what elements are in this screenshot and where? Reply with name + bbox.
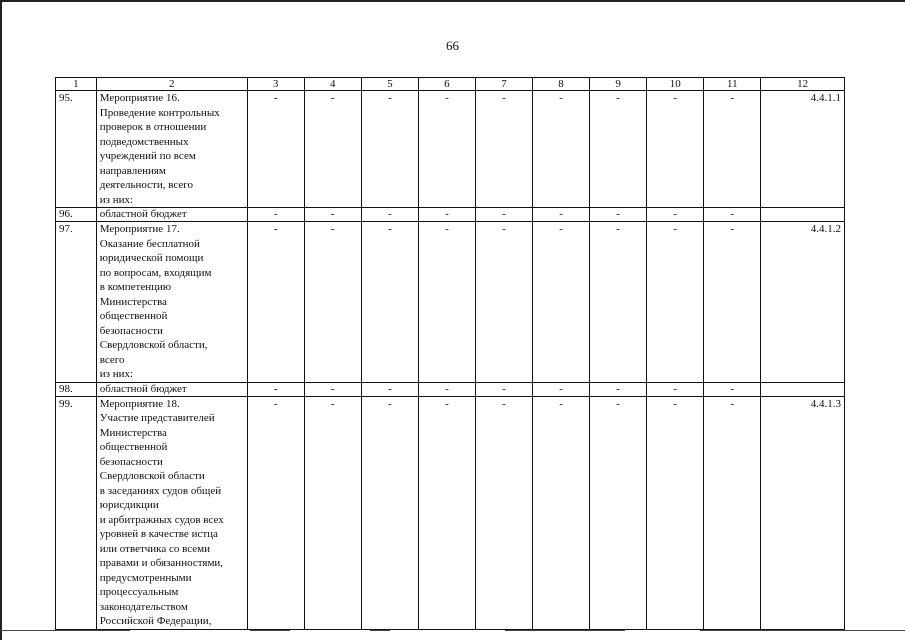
value-cell: -	[361, 222, 418, 383]
scan-left-edge	[0, 0, 2, 640]
row-name-line: безопасности	[99, 455, 163, 468]
row-name-line: процессуальным	[99, 586, 179, 598]
row-name-line: законодательством	[99, 600, 188, 613]
row-name-line: областной бюджет	[99, 382, 187, 395]
row-number: 96.	[56, 208, 97, 222]
target-code: 4.4.1.1	[761, 91, 845, 208]
value-cell: -	[533, 396, 590, 629]
value-cell: -	[361, 91, 418, 208]
value-cell: -	[590, 396, 647, 629]
value-cell: -	[247, 396, 304, 629]
scan-bottom-marks	[0, 630, 905, 632]
row-number: 98.	[56, 382, 97, 396]
target-code	[761, 208, 845, 222]
header-cell: 11	[704, 78, 761, 91]
table-row	[56, 222, 845, 383]
value-cell: -	[647, 382, 704, 396]
table-row	[56, 208, 845, 222]
row-name-line: юридической помощи	[99, 252, 204, 264]
header-cell: 7	[475, 78, 532, 91]
row-name-line: общественной	[99, 310, 168, 322]
row-name-line: и арбитражных судов всех	[99, 513, 224, 526]
value-cell: -	[475, 222, 532, 383]
value-cell: -	[590, 208, 647, 222]
header-cell: 2	[96, 78, 247, 91]
value-cell: -	[247, 91, 304, 208]
value-cell: -	[361, 382, 418, 396]
row-name-line: в заседаниях судов общей	[99, 484, 222, 497]
row-name-line: общественной	[99, 441, 168, 453]
header-cell: 6	[418, 78, 475, 91]
header-cell: 10	[647, 78, 704, 91]
value-cell: -	[647, 208, 704, 222]
value-cell: -	[647, 91, 704, 208]
value-cell: -	[304, 208, 361, 222]
row-number: 99.	[56, 396, 97, 629]
row-name-line: безопасности	[99, 324, 163, 337]
header-cell: 12	[761, 78, 845, 91]
row-name-line: деятельности, всего	[99, 179, 194, 191]
value-cell: -	[418, 382, 475, 396]
target-code: 4.4.1.2	[761, 222, 845, 383]
row-name-line: Свердловской области,	[99, 339, 208, 351]
value-cell: -	[247, 382, 304, 396]
row-name-line: в компетенцию	[99, 281, 172, 293]
header-row	[56, 78, 845, 91]
row-name-line: Российской Федерации,	[99, 615, 212, 627]
value-cell: -	[475, 208, 532, 222]
row-name-line: подведомственных	[99, 135, 189, 148]
table-row	[56, 396, 845, 629]
header-cell: 3	[247, 78, 304, 91]
page-number: 66	[446, 38, 459, 53]
value-cell: -	[590, 222, 647, 383]
row-number: 97.	[56, 222, 97, 383]
header-cell: 5	[361, 78, 418, 91]
value-cell: -	[704, 222, 761, 383]
value-cell: -	[418, 222, 475, 383]
value-cell: -	[418, 91, 475, 208]
value-cell: -	[475, 396, 532, 629]
row-name	[96, 222, 247, 383]
row-name-line: Участие представителей	[99, 412, 215, 424]
row-name-line: Мероприятие 17.	[99, 223, 180, 235]
value-cell: -	[704, 396, 761, 629]
scan-top-edge	[0, 0, 905, 2]
value-cell: -	[304, 382, 361, 396]
row-name-line: по вопросам, входящим	[99, 266, 212, 279]
value-cell: -	[475, 382, 532, 396]
row-name-line: Министерства	[99, 426, 167, 439]
value-cell: -	[304, 396, 361, 629]
header-cell: 8	[533, 78, 590, 91]
value-cell: -	[475, 91, 532, 208]
value-cell: -	[704, 208, 761, 222]
value-cell: -	[418, 396, 475, 629]
row-name-line: всего	[99, 353, 125, 366]
header-cell: 4	[304, 78, 361, 91]
row-name-line: учреждений по всем	[99, 150, 196, 162]
value-cell: -	[304, 222, 361, 383]
value-cell: -	[304, 91, 361, 208]
header-cell: 1	[56, 78, 97, 91]
row-name	[96, 382, 247, 396]
value-cell: -	[647, 222, 704, 383]
row-number: 95.	[56, 91, 97, 208]
value-cell: -	[590, 91, 647, 208]
row-name	[96, 396, 247, 629]
value-cell: -	[533, 208, 590, 222]
row-name-line: юрисдикции	[99, 499, 159, 511]
value-cell: -	[361, 396, 418, 629]
header-cell: 9	[590, 78, 647, 91]
value-cell: -	[418, 208, 475, 222]
value-cell: -	[647, 396, 704, 629]
value-cell: -	[704, 91, 761, 208]
target-code: 4.4.1.3	[761, 396, 845, 629]
value-cell: -	[533, 91, 590, 208]
row-name-line: правами и обязанностями,	[99, 557, 224, 569]
value-cell: -	[590, 382, 647, 396]
target-code	[761, 382, 845, 396]
row-name-line: Мероприятие 18.	[99, 397, 180, 410]
row-name	[96, 91, 247, 208]
row-name	[96, 208, 247, 222]
value-cell: -	[533, 382, 590, 396]
row-name-line: Министерства	[99, 295, 167, 308]
row-name-line: Свердловской области	[99, 470, 205, 482]
row-name-line: областной бюджет	[99, 208, 187, 220]
budget-table	[55, 77, 845, 630]
value-cell: -	[247, 222, 304, 383]
row-name-line: Мероприятие 16.	[99, 92, 180, 104]
value-cell: -	[247, 208, 304, 222]
value-cell: -	[361, 208, 418, 222]
row-name-line: из них:	[99, 368, 134, 380]
value-cell: -	[533, 222, 590, 383]
row-name-line: проверок в отношении	[99, 121, 207, 133]
value-cell: -	[704, 382, 761, 396]
row-name-line: уровней в качестве истца	[99, 528, 218, 540]
row-name-line: Проведение контрольных	[99, 106, 220, 119]
table-body	[56, 91, 845, 630]
row-name-line: предусмотренными	[99, 571, 192, 584]
row-name-line: из них:	[99, 193, 134, 206]
row-name-line: или ответчика со всеми	[99, 542, 210, 555]
row-name-line: Оказание бесплатной	[99, 237, 200, 250]
row-name-line: направлениям	[99, 164, 166, 177]
table-row	[56, 382, 845, 396]
table-row	[56, 91, 845, 208]
